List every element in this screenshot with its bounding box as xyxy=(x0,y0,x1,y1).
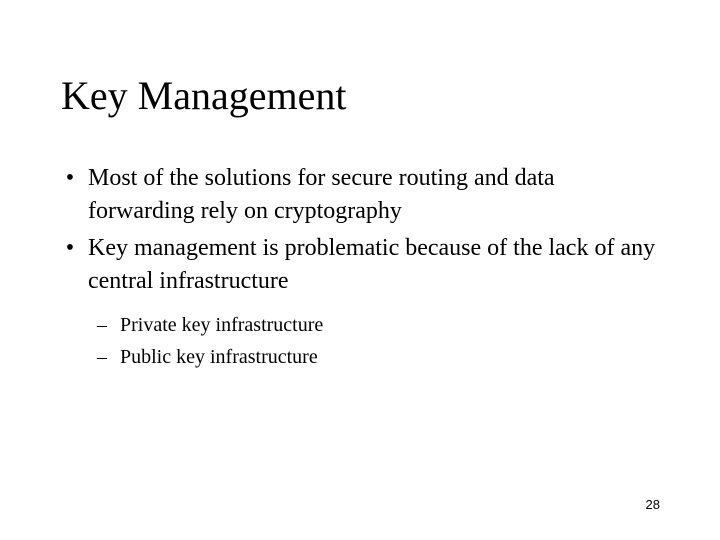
subbullet-text: Private key infrastructure xyxy=(120,314,324,336)
bullet-text: Key management is problematic because of the lack of any central infrastructure xyxy=(88,235,656,294)
bullet-text: Most of the solutions for secure routing and data forwarding rely on cryptography xyxy=(88,165,555,224)
bullet-item xyxy=(60,232,660,298)
bullet-marker: • xyxy=(65,235,75,261)
subbullet-item xyxy=(97,309,323,341)
bullet-list xyxy=(60,162,660,302)
bullet-item xyxy=(60,162,660,228)
subbullet-text: Public key infrastructure xyxy=(120,346,318,368)
page-number: 28 xyxy=(645,497,660,512)
bullet-marker: • xyxy=(65,165,75,191)
subbullet-list xyxy=(97,309,323,373)
subbullet-item xyxy=(97,341,323,373)
slide-title: Key Management xyxy=(61,73,347,118)
subbullet-marker: – xyxy=(97,346,107,368)
subbullet-marker: – xyxy=(97,314,107,336)
